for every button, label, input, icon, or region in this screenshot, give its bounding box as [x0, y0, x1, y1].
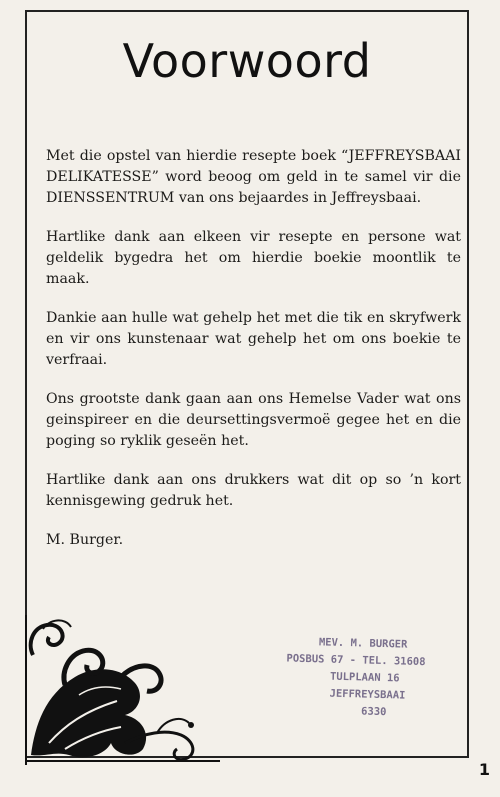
foreword-body [46, 146, 461, 569]
stamp-town: JEFFREYSBAAI [329, 687, 406, 702]
stamp-postcode: 6330 [360, 705, 387, 719]
paragraph-1: Met die opstel van hierdie resepte boek “JEFFREYSBAAI DELIKATESSE” word beoog om geld in te samel vir die DIENSSENTRUM van ons bejaardes in Jeffreysbaai. [46, 148, 461, 206]
paragraph-3: Dankie aan hulle wat gehelp het met die tik en skryfwerk en vir ons kunstenaar wat gehelp het om ons boekie te verfraai. [46, 310, 461, 368]
stamp-street: TULPLAAN 16 [329, 670, 400, 685]
stamp-postbox: POSBUS 67 - TEL. 31608 [286, 652, 426, 669]
signature: M. Burger. [46, 532, 124, 548]
paragraph-4: Ons grootste dank gaan aan ons Hemelse Vader wat ons geinspireer en die deursettingsvermoë gegee het en die poging so ryklik geseën het. [46, 391, 461, 449]
stamp-name: MEV. M. BURGER [318, 636, 408, 651]
address-stamp [281, 633, 483, 723]
page-title: Voorwoord [122, 34, 372, 88]
acanthus-scroll-ornament-icon [25, 615, 225, 765]
paragraph-2: Hartlike dank aan elkeen vir resepte en persone wat geldelik bygedra het om hierdie boekie moontlik te maak. [46, 229, 461, 287]
page-number: 1 [478, 760, 490, 779]
paragraph-5: Hartlike dank aan ons drukkers wat dit op so ’n kort kennisgewing gedruk het. [46, 472, 461, 509]
